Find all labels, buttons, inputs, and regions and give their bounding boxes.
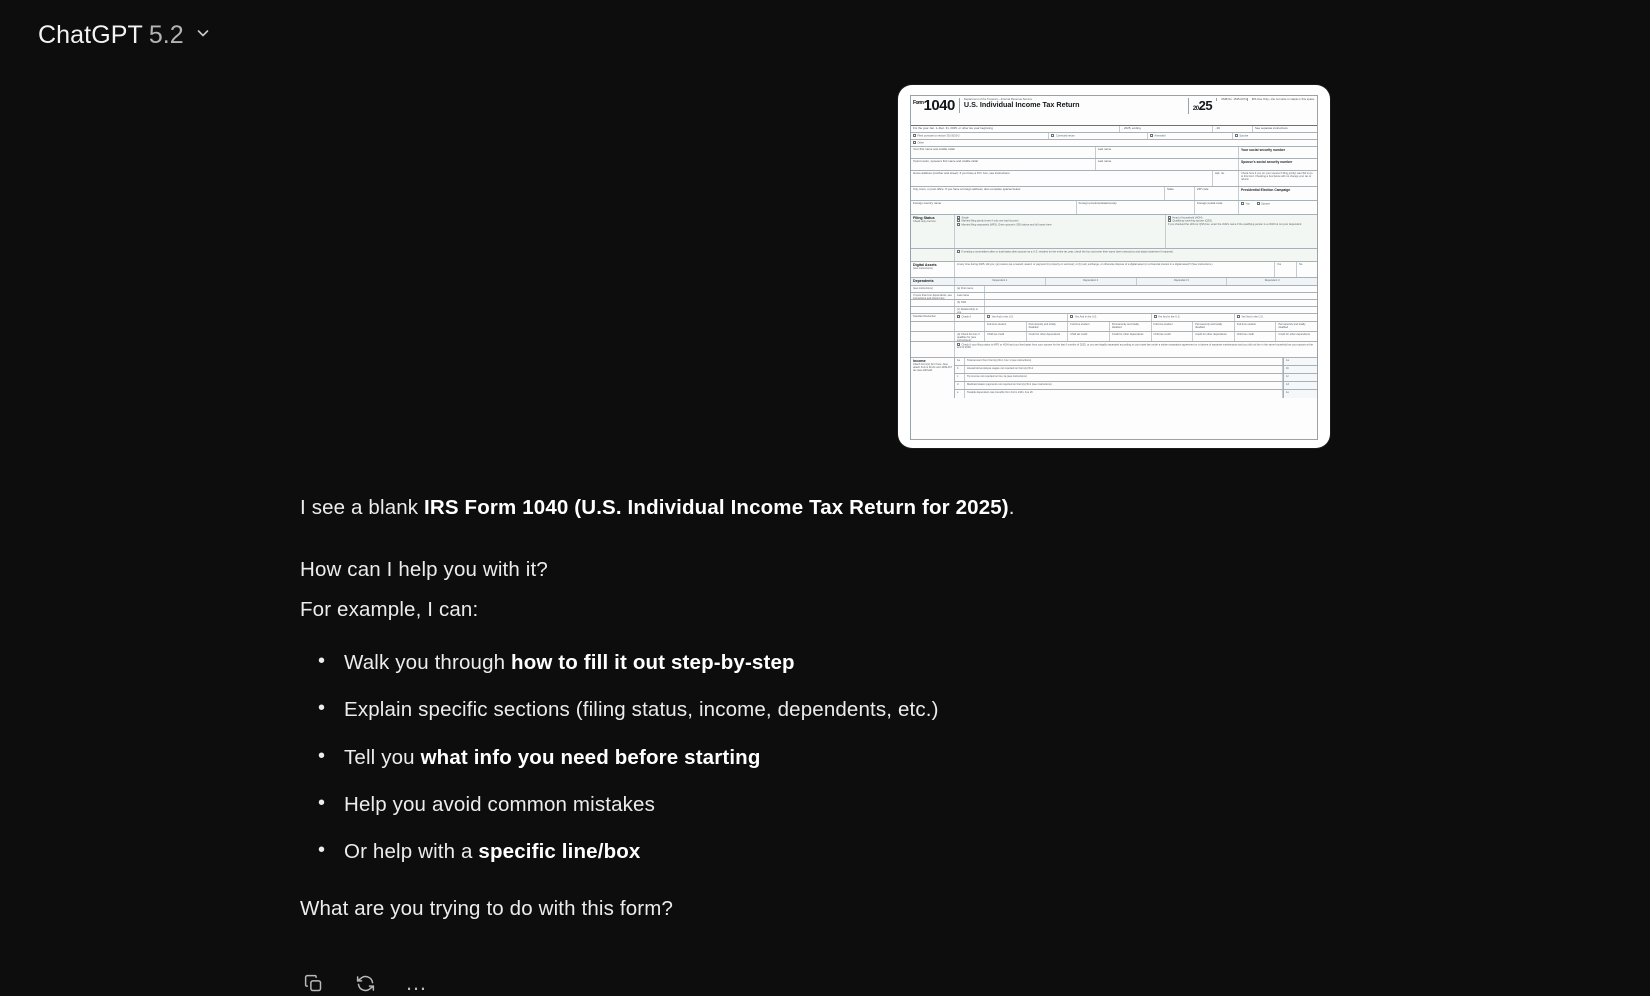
list-item: • Help you avoid common mistakes: [344, 789, 1350, 820]
filing-status-hoh[interactable]: [1168, 216, 1171, 219]
model-switcher-button[interactable]: [38, 21, 211, 50]
form-dependents-row-ssn: (b) SSN: [911, 300, 1317, 307]
nonresident-checkbox[interactable]: [957, 250, 960, 253]
pec-spouse-checkbox[interactable]: [1257, 202, 1260, 205]
form-foreign-row: Foreign country name Foreign province/state/county Foreign postal code You Spouse: [911, 201, 1317, 215]
dependent-check-box[interactable]: [957, 315, 960, 318]
form-department: Department of the Treasury—Internal Revenue Service: [963, 97, 1033, 101]
pec-you-checkbox[interactable]: [1241, 202, 1244, 205]
form-city-row: City, town, or post office. If you have a foreign address, also complete spaces below. State ZIP code Presidential Election Campaign: [911, 187, 1317, 201]
checkbox-other[interactable]: [913, 141, 916, 144]
form-joint-row: If joint return, spouse's first name and middle initial Last name Spouse's social security number: [911, 159, 1317, 171]
filing-status-single[interactable]: [957, 216, 960, 219]
irs-form-1040-scan: $^{Form}$1040 Department of the Treasury—Internal Revenue Service U.S. Individual Income Tax Return 2025 OMB No. 1545-0074 IRS Use Only—Do not write or staple in this space. For the year Jan. 1–Dec. 31, 2025, or other tax year beginning , 2025, ending , 20 See separate instructions. Filed pursuant to section 301.9100-2 Corrected return Amended Spouse Other Your first name and middle initial Last name Your social security number If joint return, spouse's first name and middle initial Last name Spouse's social security number Home address (number and street). If you have a P.O. box, see instructions Apt. no. Check here if you (or your spouse if filing jointly) want $3 to go to this fund. Checking a box below will not change your tax or refund. City, town, or post office. If you have a foreign address, also complete spaces below. State ZIP code Presidential Election Campaign Foreign country name Foreign province/state/county Foreign postal code You Spouse Filing Status Check only one box. Single Married filing jointly (even if only one had income) Married filing separately (MFS). Enter spouse's SSN above and full name here Head of household (HOH) Qualifying surviving spouse (QSS) If you checked the HOH or QSS box, enter the child's name if the qualifying person is a child but not your dependent: If treating a nonresident alien or dual-status alien spouse as a U.S. resident for the entire tax year, check the box and enter their name (see instructions and attach statement if required). Digital Assets (see instructions) At any time during 2025, did you: (a) receive (as a reward, award, or payment for property or services); or (b) sell, exchange, or otherwise dispose of a digital asset (or a financial interest in a digital asset)? (See instructions.) Yes No Dependents Dependent 1 Dependent 2 Dependent 3 Dependent 4 (see instructions) (a) First name If more than four dependents, see instructions and check here Last name (b) SSN (c) Relationship to you Standard Deduction Check if Yes And in the U.S. Yes And in the U.S. Yes And in the U.S. Yes And in the U.S. Full-time student Permanently and totally disabled Full-time student Permanently and totally disabled Full-time student Permanently and totally disabled Full-time student Permanently and totally disabled (d) Check the box if qualifies for (see instructions): Child tax credit Credit for other dependents Child tax credit Credit for other dependents Child tax credit Credit for other dependents Child tax credit Credit for other dependents Check if your filing status is MFS or HOH and you lived apart from your spouse for the last 6 months of 2025, or you are legally separated according to your state law under a written separation agreement or a decree of separate maintenance and you did not live in the same household as your spouse at the end of 2025. Income Attach Form(s) W-2 here. Also attach Forms W-2G and 1099-R if tax was withheld. 1a Total amount from Form(s) W-2, box 1 (see instructions) 1a b Household employee wages not reported on Form(s) W-2 1b c Tip income not reported on line 1a (see instructions) 1c d Medicaid waiver payments not reported on Form(s) W-2 (see instructions) 1d e Taxable dependent care benefits from Form 2441, line 26 1e: [910, 95, 1318, 440]
form-digital-assets-section: Digital Assets (see instructions) At any time during 2025, did you: (a) receive (as a reward, award, or payment for property or services); or (b) sell, exchange, or otherwise dispose of a digital asset (or a financial interest in a digital asset)? (See instructions.) Yes No: [911, 262, 1317, 278]
list-item: • Tell you what info you need before starting: [344, 742, 1350, 773]
assistant-intro: I see a blank IRS Form 1040 (U.S. Individual Income Tax Return for 2025).: [300, 496, 1015, 519]
dep4-yes[interactable]: [1237, 315, 1240, 318]
assistant-capability-list: [300, 647, 1350, 867]
list-item: • Walk you through how to fill it out step-by-step: [344, 647, 1350, 678]
attached-image-1040[interactable]: [898, 85, 1330, 448]
filing-status-qss[interactable]: [1168, 219, 1171, 222]
form-mfs-note-row: Check if your filing status is MFS or HOH and you lived apart from your spouse for the last 6 months of 2025, or you are legally separated according to your state law under a written separation agreement or a decree of separate maintenance and you did not live in the same household as your spouse at the end of 2025.: [911, 342, 1317, 358]
ellipsis-glyph: …: [405, 970, 429, 995]
form-dependents-row-status: Full-time student Permanently and totally disabled Full-time student Permanently and totally disabled Full-time student Permanently and totally disabled Full-time student Permanently and totally disabled: [911, 322, 1317, 332]
assistant-example-lead: For example, I can:: [300, 597, 479, 621]
checkbox-spouse[interactable]: [1235, 134, 1238, 137]
filing-status-mfj[interactable]: [957, 219, 960, 222]
form-taxyear-row: For the year Jan. 1–Dec. 31, 2025, or other tax year beginning , 2025, ending , 20 See separate instructions.: [911, 126, 1317, 133]
form-irs-use: IRS Use Only—Do not write or staple in this space.: [1247, 98, 1315, 101]
form-omb: OMB No. 1545-0074: [1216, 98, 1247, 101]
income-line-1b: b Household employee wages not reported on Form(s) W-2 1b: [955, 366, 1317, 374]
form-header: [911, 96, 1317, 126]
income-line-1e: e Taxable dependent care benefits from Form 2441, line 26 1e: [955, 390, 1317, 398]
form-dependents-header: Dependents Dependent 1 Dependent 2 Dependent 3 Dependent 4: [911, 278, 1317, 286]
form-year: 2025: [1188, 98, 1216, 114]
checkbox-amended[interactable]: [1150, 134, 1153, 137]
form-dependents-row-firstname: (see instructions) (a) First name: [911, 286, 1317, 293]
form-filing-status-section: Filing Status Check only one box. Single Married filing jointly (even if only one had income) Married filing separately (MFS). Enter spouse's SSN above and full name here Head of household (HOH) Qualifying surviving spouse (QSS) If you checked the HOH or QSS box, enter the child's name if the qualifying person is a child but not your dependent:: [911, 215, 1317, 249]
regenerate-icon[interactable]: [352, 970, 378, 996]
dep1-yes[interactable]: [987, 315, 990, 318]
assistant-message: [300, 492, 1350, 955]
assistant-closing: What are you trying to do with this form?: [300, 897, 674, 921]
checkbox-corrected[interactable]: [1051, 134, 1054, 137]
conversation-area: [0, 70, 1650, 996]
income-line-1d: d Medicaid waiver payments not reported on Form(s) W-2 (see instructions) 1d: [955, 382, 1317, 390]
chevron-down-icon[interactable]: [195, 25, 211, 41]
dep3-yes[interactable]: [1154, 315, 1157, 318]
app-header: [0, 0, 1650, 70]
form-dependents-row-checkif: Standard Deduction Check if Yes And in the U.S. Yes And in the U.S. Yes And in the U.S. Yes And in the U.S.: [911, 314, 1317, 322]
form-name-row: Your first name and middle initial Last name Your social security number: [911, 147, 1317, 159]
form-address-row: Home address (number and street). If you have a P.O. box, see instructions Apt. no. Check here if you (or your spouse if filing jointly) want $3 to go to this fund. Checking a box below will not change your tax or refund.: [911, 171, 1317, 187]
message-actions: [300, 970, 430, 996]
dep2-yes[interactable]: [1070, 315, 1073, 318]
form-dependents-row-credits: (d) Check the box if qualifies for (see instructions): Child tax credit Credit for other dependents Child tax credit Credit for other dependents Child tax credit Credit for other dependents Child tax credit Credit for other dependents: [911, 332, 1317, 342]
form-dependents-row-lastname: If more than four dependents, see instructions and check here Last name: [911, 293, 1317, 300]
form-number: $^{Form}$1040: [913, 98, 960, 113]
income-line-1c: c Tip income not reported on line 1a (see instructions) 1c: [955, 374, 1317, 382]
model-name-label: ChatGPT: [38, 20, 143, 49]
form-nonresident-note-row: If treating a nonresident alien or dual-status alien spouse as a U.S. resident for the entire tax year, check the box and enter their name (see instructions and attach statement if required).: [911, 249, 1317, 262]
copy-icon[interactable]: [300, 970, 326, 996]
list-item: • Or help with a specific line/box: [344, 836, 1350, 867]
model-version-label: 5.2: [148, 20, 184, 49]
more-options-icon[interactable]: [404, 970, 430, 996]
form-checkbox-row: Filed pursuant to section 301.9100-2 Corrected return Amended Spouse: [911, 133, 1317, 140]
form-dependents-row-relationship: (c) Relationship to you: [911, 307, 1317, 314]
form-other-row: Other: [911, 140, 1317, 147]
income-line-1a: 1a Total amount from Form(s) W-2, box 1 (see instructions) 1a: [955, 358, 1317, 366]
list-item: • Explain specific sections (filing status, income, dependents, etc.): [344, 694, 1350, 725]
assistant-question: How can I help you with it?: [300, 557, 548, 581]
filing-status-mfs[interactable]: [957, 223, 960, 226]
user-message: [898, 85, 1330, 448]
form-title: U.S. Individual Income Tax Return: [963, 100, 1080, 110]
checkbox-filed-pursuant[interactable]: [913, 134, 916, 137]
